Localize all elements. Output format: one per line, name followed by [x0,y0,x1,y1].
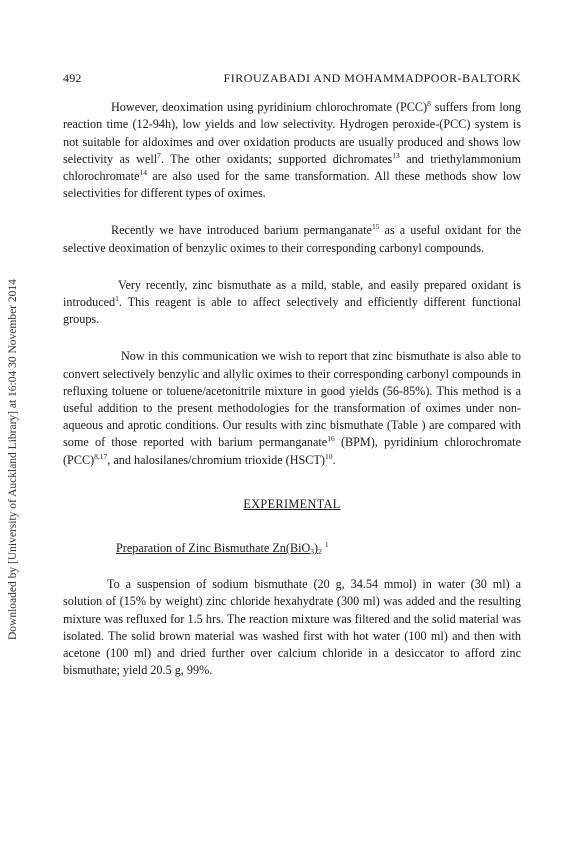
paragraph-preparation-procedure: To a suspension of sodium bismuthate (20 g, 34.54 mmol) in water (30 ml) a solution of (15% by weight) zinc chloride hexahydrate (300 ml) was added and the resulting mixture was refluxed for 1.5 hrs. The reaction mixture was filtered and the solid material was isolated. The solid brown material was washed first with hot water (100 ml) and then with acetone (100 ml) and dried further over calcium chloride in a desiccator to afford zinc bismuthate; yield 20.5 g, 99%. [63,577,521,678]
paragraph-communication: Now in this communication we wish to report that zinc bismuthate is also able to convert selectively benzylic and allylic oximes to their corresponding carbonyl compounds in refluxing toluene or toluene/acetonitrile mixture in good yields (56-85%). This method is a useful addition to the present methodologies for the transformation of oximes under non-aqueous and aprotic conditions. Our results with zinc bismuthate (Table ) are compared with some of those reported with barium permanganate$^{16}$ (BPM), pyridinium chlorochromate (PCC)$^{8,17}$, and halosilanes/chromium trioxide (HSCT)$^{10}$. [63,349,521,467]
page-number: 492 [63,71,82,85]
paragraph-zinc-bismuthate-intro: Very recently, zinc bismuthate as a mild, stable, and easily prepared oxidant is introduced$^1$. This reagent is able to affect selectively and efficiently different functional groups. [63,277,521,327]
paragraph-deoximation-methods: However, deoximation using pyridinium chlorochromate (PCC)$^8$ suffers from long reaction time (12-94h), low yields and low selectivity. Hydrogen peroxide-(PCC) system is not suitable for aldoximes and over oxidation products are usually produced and shows low selectivity as well$^7$. The other oxidants; supported dichromates$^{13}$ and triethylammonium chlorochromate$^{14}$ are also used for the same transformation. All these methods show low selectivities for different types of oximes. [63,99,521,201]
preparation-subheading: Preparation of Zinc Bismuthate $Zn(BiO_3)_2$ $^1$ [116,540,329,557]
paragraph-barium-permanganate: Recently we have introduced barium permanganate$^{15}$ as a useful oxidant for the selective deoximation of benzylic oximes to their corresponding carbonyl compounds. [63,222,521,255]
running-title: FIROUZABADI AND MOHAMMADPOOR-BALTORK [223,71,521,85]
download-watermark: Downloaded by [University of Auckland Library] at 16:04 30 November 2014 [7,279,19,640]
page-header [63,70,521,87]
experimental-heading: EXPERIMENTAL [243,496,341,511]
journal-page [63,70,521,679]
